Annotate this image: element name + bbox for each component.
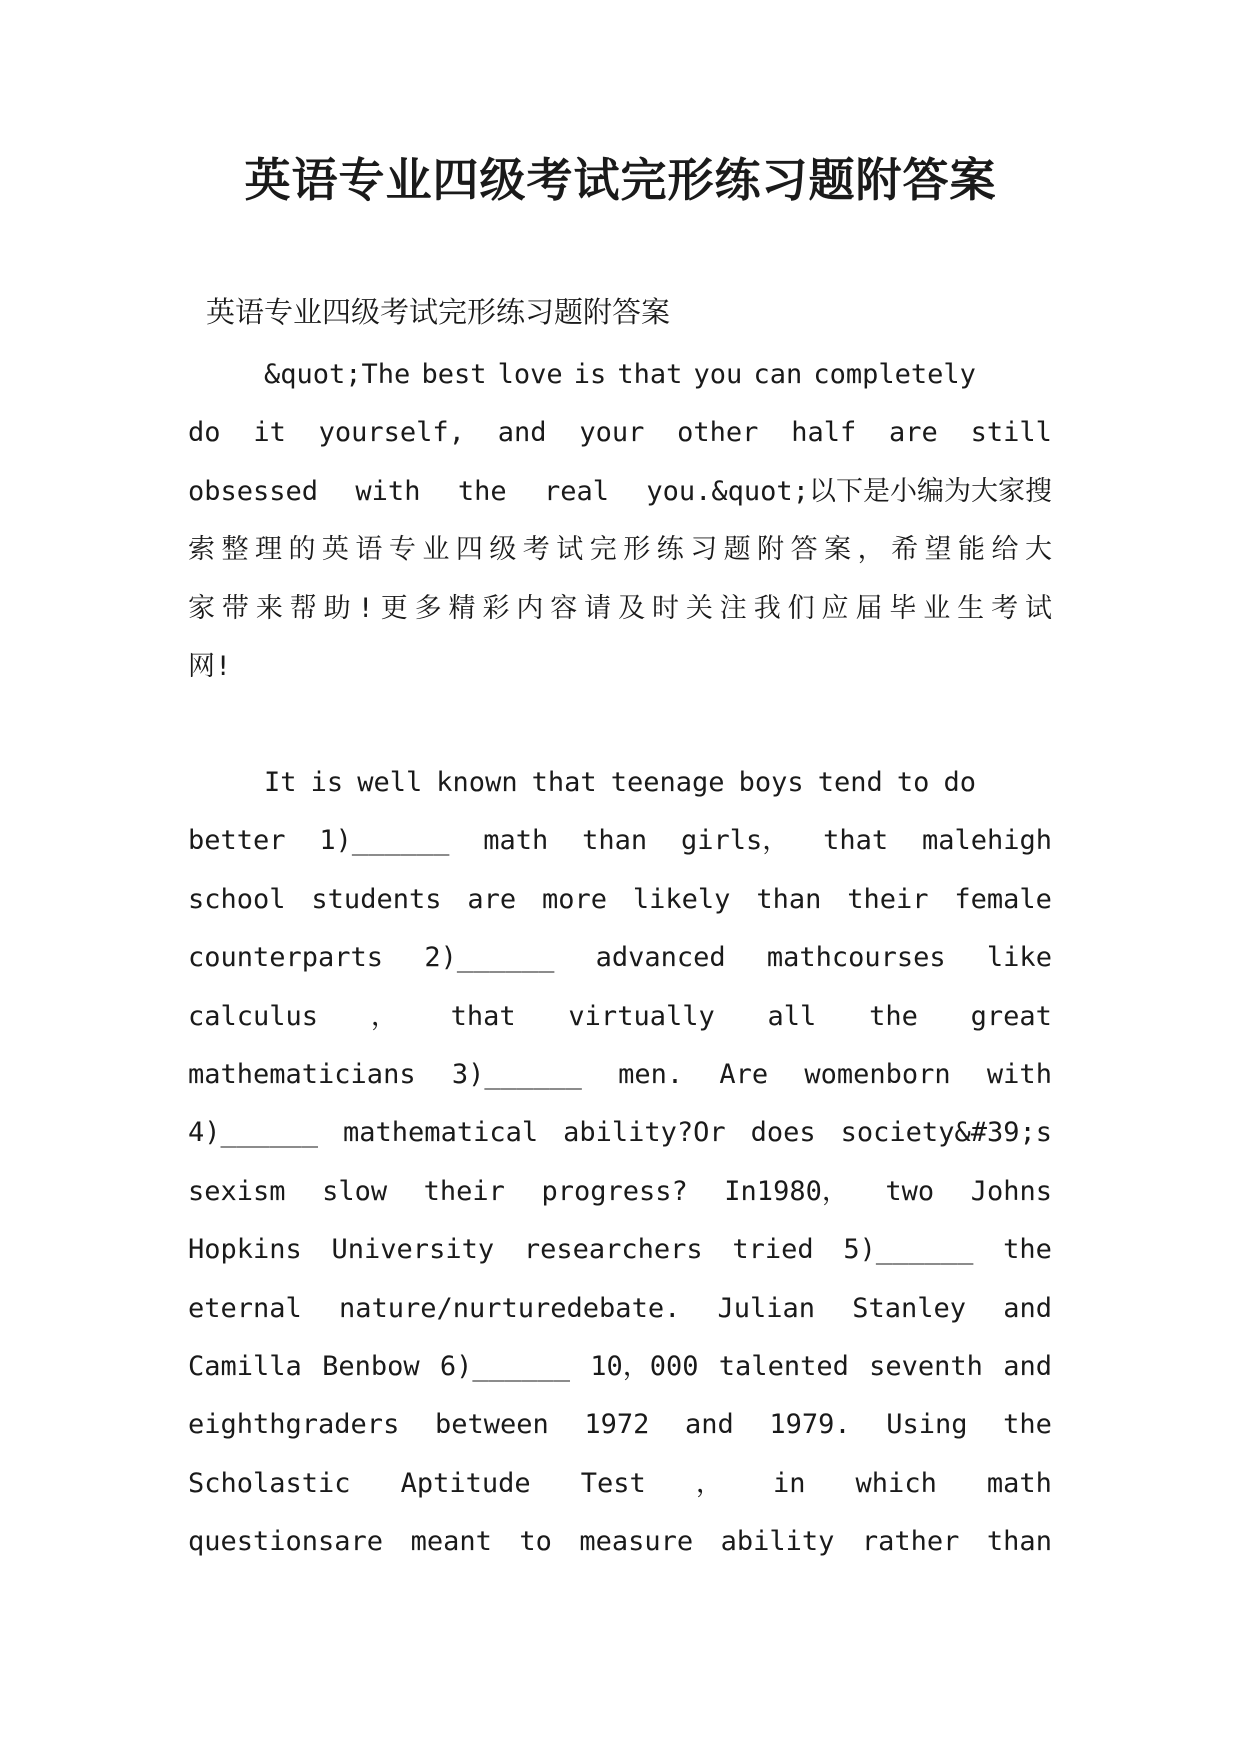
passage-line: It is well known that teenage boys tend to do (264, 767, 976, 798)
passage-line: questionsare meant to measure ability rather than (188, 1526, 1052, 1558)
intro-line: do it yourself, and your other half are still (188, 417, 1052, 449)
passage-line: school students are more likely than their female (188, 883, 1052, 915)
passage-line: 4)______ mathematical ability?Or does society&#39;s (188, 1117, 1052, 1149)
intro-line: 索整理的英语专业四级考试完形练习题附答案，希望能给大 (188, 534, 1052, 566)
document-subtitle: 英语专业四级考试完形练习题附答案 (206, 295, 671, 329)
passage-line: Hopkins University researchers tried 5)______ the (188, 1234, 1052, 1266)
intro-line: 家带来帮助!更多精彩内容请及时关注我们应届毕业生考试 (188, 592, 1052, 624)
passage-line: Camilla Benbow 6)______ 10，000 talented seventh and (188, 1350, 1052, 1382)
passage-line: calculus ， that virtually all the great (188, 1000, 1052, 1032)
passage-line: eternal nature/nurturedebate. Julian Stanley and (188, 1292, 1052, 1324)
passage-line: better 1)______ math than girls， that malehigh (188, 825, 1052, 857)
passage-line: sexism slow their progress? In1980， two Johns (188, 1175, 1052, 1207)
passage-line: counterparts 2)______ advanced mathcourses like (188, 942, 1052, 974)
intro-line: &quot;The best love is that you can completely (264, 359, 976, 390)
passage-line: eighthgraders between 1972 and 1979. Using the (188, 1409, 1052, 1441)
passage-line: Scholastic Aptitude Test ， in which math (188, 1467, 1052, 1499)
document-title: 英语专业四级考试完形练习题附答案 (244, 153, 997, 207)
intro-line: obsessed with the real you.&quot;以下是小编为大家搜 (188, 475, 1052, 507)
passage-line: mathematicians 3)______ men. Are womenborn with (188, 1058, 1052, 1090)
intro-line: 网! (188, 650, 232, 682)
intro-paragraph (188, 346, 1052, 696)
cloze-passage (188, 754, 1052, 1571)
